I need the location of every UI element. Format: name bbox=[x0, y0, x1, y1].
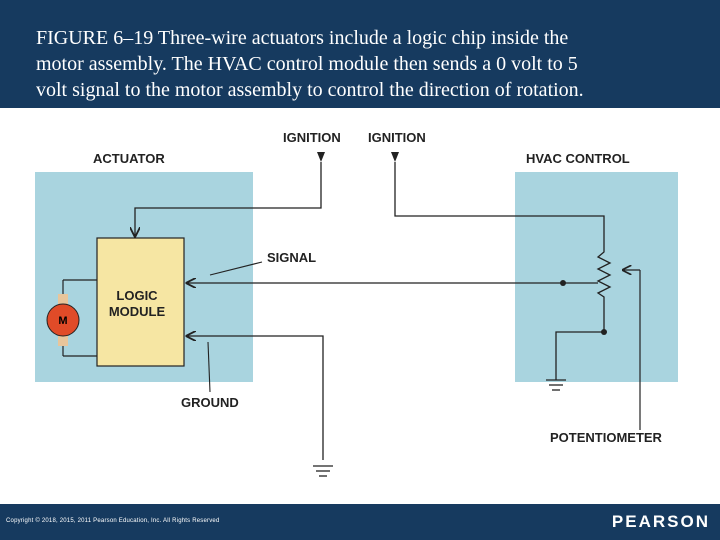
signal-label: SIGNAL bbox=[267, 250, 317, 265]
ignition-left-symbol bbox=[317, 152, 325, 162]
caption-band bbox=[0, 0, 720, 108]
wiring-diagram bbox=[0, 108, 720, 504]
ignition-left-label: IGNITION bbox=[283, 130, 341, 145]
logic-module-label-2: MODULE bbox=[108, 304, 166, 319]
ignition-right-symbol bbox=[391, 152, 399, 162]
motor-label: M bbox=[58, 315, 68, 327]
logic-module-label-1: LOGIC bbox=[116, 288, 158, 303]
footer-band bbox=[0, 504, 720, 540]
ignition-right-label: IGNITION bbox=[368, 130, 426, 145]
publisher-logo: PEARSON bbox=[611, 512, 710, 531]
signal-node bbox=[560, 280, 566, 286]
hvac-control-box bbox=[515, 172, 678, 382]
actuator-label: ACTUATOR bbox=[93, 151, 165, 166]
motor-end-bottom bbox=[58, 336, 68, 346]
copyright-notice: Copyright © 2018, 2015, 2011 Pearson Education, Inc. All Rights Reserved bbox=[6, 518, 220, 524]
figure-caption: FIGURE 6–19 Three-wire actuators include a logic chip inside the motor assembly. The HVAC control module then sends a 0 volt to 5 volt signal to the motor assembly to control the direction of rotation. bbox=[36, 27, 584, 101]
hvac-control-label: HVAC CONTROL bbox=[526, 151, 630, 166]
potentiometer-label: POTENTIOMETER bbox=[550, 430, 662, 445]
motor-end-top bbox=[58, 294, 68, 304]
main-ground-symbol bbox=[313, 466, 333, 476]
ground-label: GROUND bbox=[181, 395, 239, 410]
